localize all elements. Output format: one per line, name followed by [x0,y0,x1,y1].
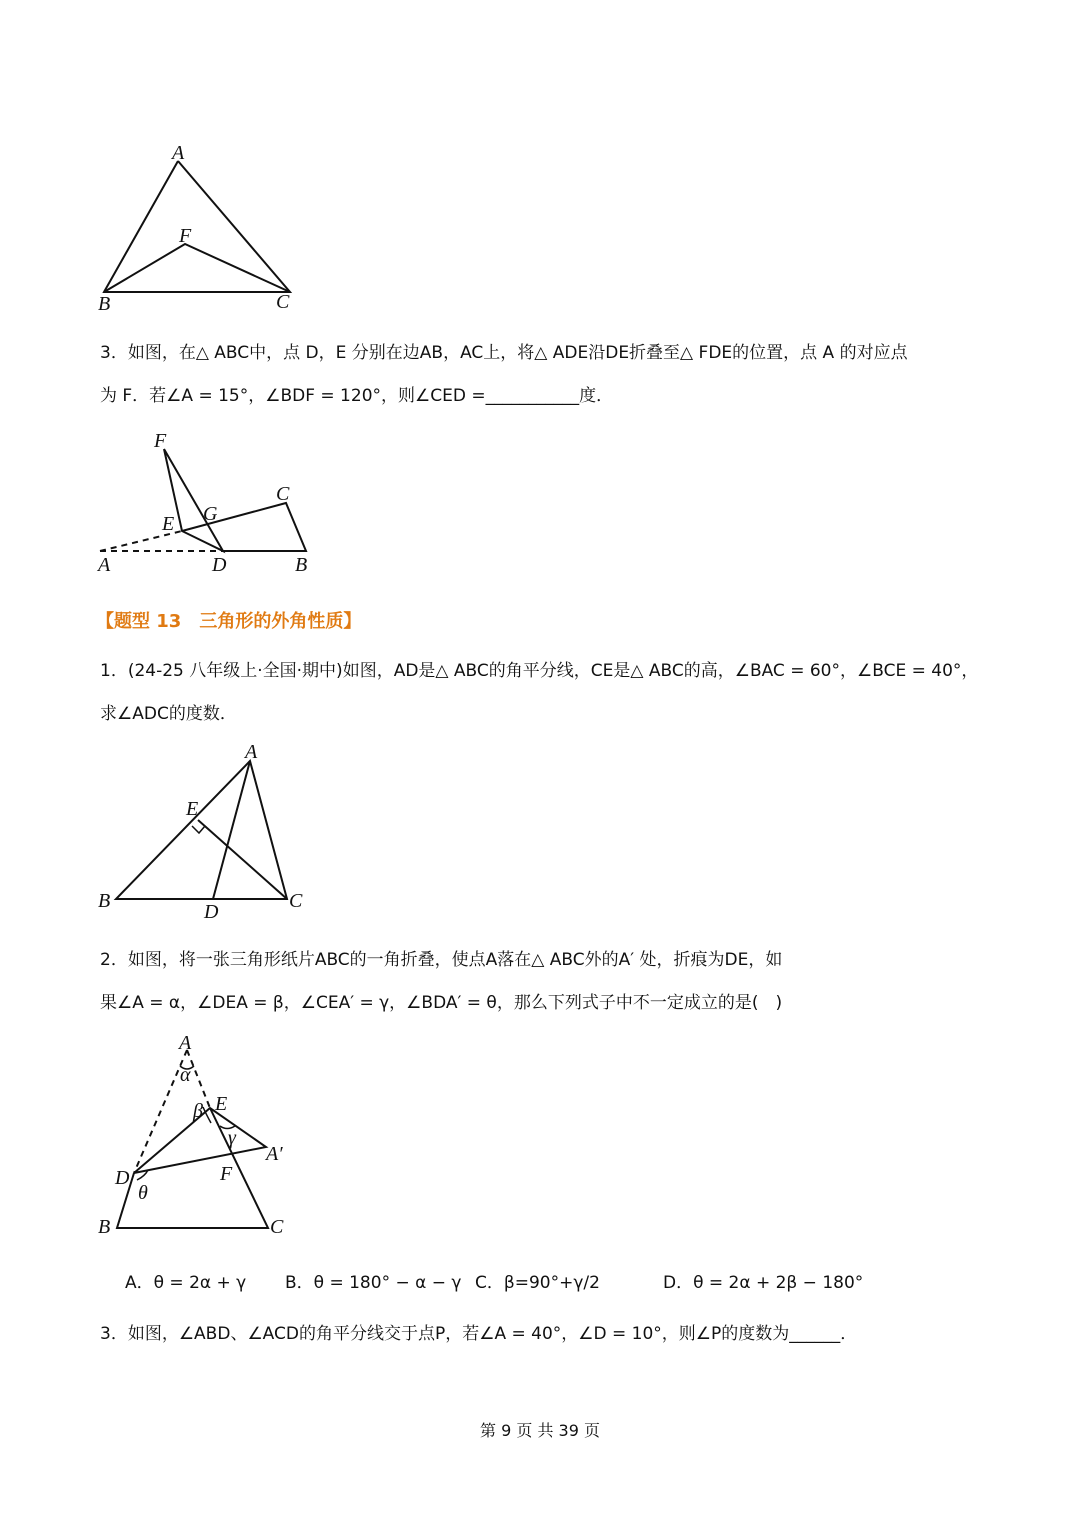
page-footer: 第 9 页 共 39 页 [480,1421,600,1440]
choice-b[interactable]: B．θ = 180° − α − γ [285,1273,462,1293]
label-c: C [270,1216,284,1238]
label-a: A [245,741,258,763]
label-gamma: γ [228,1127,236,1149]
problem-3b-line-1: 3．如图，∠ABD、∠ACD的角平分线交于点P，若∠A = 40°，∠D = 10°，则∠P的度数为______． [100,1324,858,1344]
label-d: D [115,1167,130,1189]
section-heading: 【题型 13 三角形的外角性质】 [96,611,362,632]
problem-1-line-2: 求∠ADC的度数． [100,704,237,724]
triangle-fed [164,449,223,551]
label-f: F [154,430,167,452]
figure-fold-fde [90,425,330,580]
label-f: F [179,225,192,247]
label-b: B [295,554,308,576]
label-d: D [212,554,227,576]
label-a: A [179,1032,192,1054]
label-a: A [172,142,185,164]
figure-triangle-abc-f [90,140,310,320]
choice-c[interactable]: C．β=90°+γ/2 [475,1273,600,1293]
figure-bisector-height [90,740,330,925]
problem-2-line-2: 果∠A = α，∠DEA = β，∠CEA′ = γ，∠BDA′ = θ，那么下列式子中不一定成立的是( ) [100,993,783,1013]
label-b: B [98,890,111,912]
problem-3a-line-2: 为 F．若∠A = 15°，∠BDF = 120°，则∠CED =___________度． [100,386,614,406]
label-e: E [162,513,175,535]
right-angle-mark [192,826,205,833]
label-f: F [220,1163,233,1185]
height-ce [198,820,287,899]
problem-2-line-1: 2．如图，将一张三角形纸片ABC的一角折叠，使点A落在△ ABC外的A′ 处，折痕为DE，如 [100,950,783,970]
label-d: D [204,901,219,923]
label-b: B [98,1216,111,1238]
choice-a[interactable]: A．θ = 2α + γ [125,1273,247,1293]
label-c: C [289,890,303,912]
label-theta: θ [138,1182,148,1204]
choice-d[interactable]: D．θ = 2α + 2β − 180° [663,1273,864,1293]
label-e: E [186,798,199,820]
label-b: B [98,293,111,315]
bisector-ad [213,761,250,899]
label-c: C [276,483,290,505]
triangle-abc [104,161,290,292]
problem-1-line-1: 1．(24-25 八年级上·全国·期中)如图，AD是△ ABC的角平分线，CE是△ ABC的高，∠BAC = 60°，∠BCE = 40°， [100,661,979,681]
label-g: G [203,503,218,525]
label-beta: β [193,1100,203,1122]
segments-bf-fc [104,244,290,292]
label-c: C [276,291,290,313]
problem-3a-line-1: 3．如图，在△ ABC中，点 D，E 分别在边AB，AC上，将△ ADE沿DE折叠至△ FDE的位置，点 A 的对应点 [100,343,908,363]
figure-fold-a-prime [90,1030,320,1245]
label-e: E [215,1093,228,1115]
quad-ecbd [182,503,306,551]
label-a-prime: A′ [266,1143,283,1165]
label-alpha: α [180,1064,191,1086]
label-a: A [98,554,111,576]
